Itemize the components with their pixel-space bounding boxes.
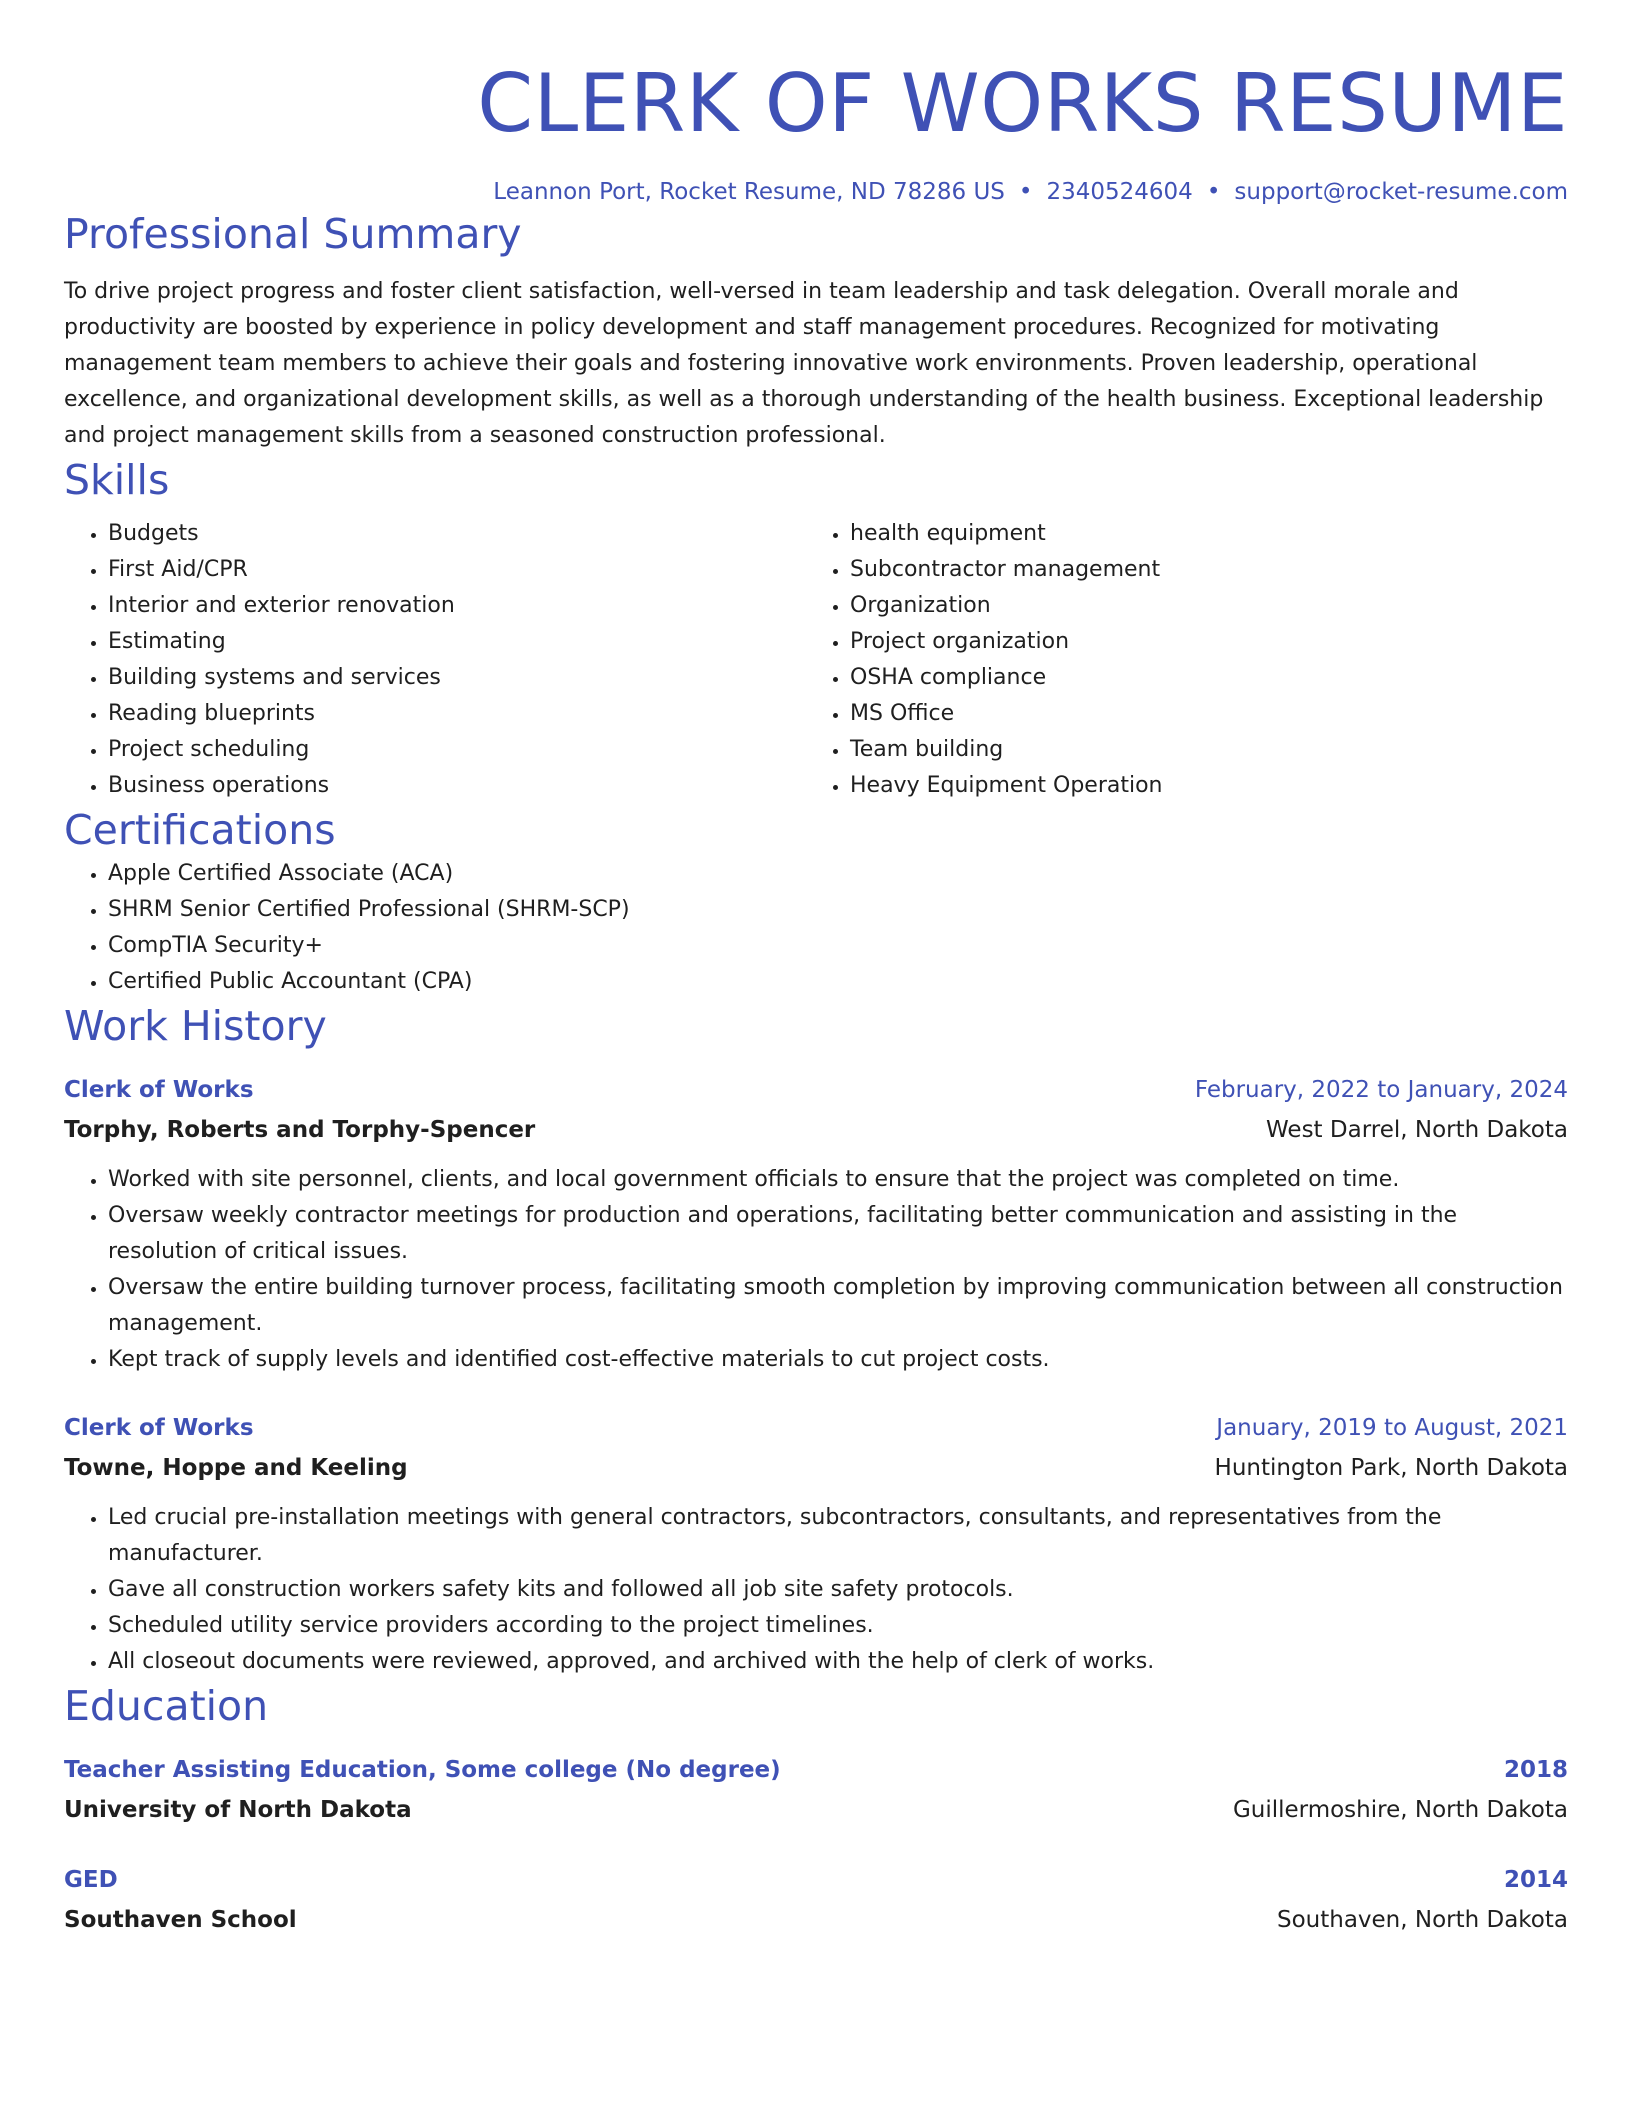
- job-entry: [64, 1408, 1568, 1680]
- job-bullet: • Led crucial pre-installation meetings with general contractors, subcontractors, consultants, and representatives from the manufacturer.: [108, 1500, 1568, 1572]
- job-bullet: • Gave all construction workers safety kits and followed all job site safety protocols.: [108, 1572, 1568, 1608]
- education-school: Southaven School: [64, 1907, 297, 1933]
- summary-text: To drive project progress and foster client satisfaction, well-versed in team leadership and task delegation. Overall morale and productivity are boosted by experience in policy development and staff management procedures. Recognized for motivating management team members to achieve their goals and fostering innovative work environments. Proven leadership, operational excellence, and organizational development skills, as well as a thorough understanding of the health business. Exceptional leadership and project management skills from a seasoned construction professional.: [64, 279, 1544, 448]
- education-degree: GED: [64, 1867, 118, 1893]
- skill-item: • Team building: [850, 732, 1548, 768]
- skill-item: • Subcontractor management: [850, 552, 1548, 588]
- skill-item: • OSHA compliance: [850, 660, 1548, 696]
- skill-item: • health equipment: [850, 516, 1548, 552]
- certifications-heading: Certifications: [64, 806, 336, 854]
- job-dates: February, 2022 to January, 2024: [1194, 1077, 1568, 1103]
- skill-item: • Building systems and services: [108, 660, 806, 696]
- job-location: Huntington Park, North Dakota: [1214, 1455, 1568, 1481]
- skill-item: • Estimating: [108, 624, 806, 660]
- contact-address: Leannon Port, Rocket Resume, ND 78286 US: [493, 179, 1005, 205]
- skill-item: • First Aid/CPR: [108, 552, 806, 588]
- summary-heading: Professional Summary: [64, 210, 522, 258]
- skill-item: • Organization: [850, 588, 1548, 624]
- education-location: Guillermoshire, North Dakota: [1232, 1797, 1568, 1823]
- education-heading: Education: [64, 1682, 269, 1730]
- job-bullets: [64, 1162, 1568, 1378]
- certifications-list: [64, 856, 1568, 1000]
- skills-left-column: [64, 516, 806, 804]
- job-entry: [64, 1070, 1568, 1378]
- work-history-heading: Work History: [64, 1002, 327, 1050]
- skill-item: • MS Office: [850, 696, 1548, 732]
- job-title: Clerk of Works: [64, 1077, 254, 1103]
- education-entry: [64, 1860, 1568, 1940]
- certification-item: • Apple Certified Associate (ACA): [108, 856, 1568, 892]
- job-employer: Towne, Hoppe and Keeling: [64, 1455, 408, 1481]
- job-bullets: [64, 1500, 1568, 1680]
- education-location: Southaven, North Dakota: [1276, 1907, 1568, 1933]
- education-entry: [64, 1750, 1568, 1830]
- skill-item: • Interior and exterior renovation: [108, 588, 806, 624]
- job-dates: January, 2019 to August, 2021: [1216, 1415, 1568, 1441]
- skill-item: • Project scheduling: [108, 732, 806, 768]
- skill-item: • Project organization: [850, 624, 1548, 660]
- resume-title: CLERK OF WORKS RESUME: [477, 57, 1568, 150]
- skills-right-column: [806, 516, 1548, 804]
- resume-page: [64, 0, 1568, 1940]
- contact-separator: •: [1018, 179, 1033, 205]
- job-bullet: • All closeout documents were reviewed, approved, and archived with the help of clerk of works.: [108, 1644, 1568, 1680]
- education-year: 2018: [1503, 1757, 1568, 1783]
- certification-item: • CompTIA Security+: [108, 928, 1568, 964]
- skill-item: • Heavy Equipment Operation: [850, 768, 1548, 804]
- skills-heading: Skills: [64, 456, 170, 504]
- certification-item: • Certified Public Accountant (CPA): [108, 964, 1568, 1000]
- contact-separator: •: [1206, 179, 1221, 205]
- education-degree: Teacher Assisting Education, Some college (No degree): [64, 1757, 781, 1783]
- job-location: West Darrel, North Dakota: [1266, 1117, 1568, 1143]
- education-school: University of North Dakota: [64, 1797, 412, 1823]
- job-title: Clerk of Works: [64, 1415, 254, 1441]
- skill-item: • Budgets: [108, 516, 806, 552]
- skills-columns: [64, 516, 1568, 804]
- certification-item: • SHRM Senior Certified Professional (SHRM-SCP): [108, 892, 1568, 928]
- contact-line: [64, 176, 1568, 208]
- contact-phone: 2340524604: [1046, 179, 1193, 205]
- job-bullet: • Oversaw the entire building turnover process, facilitating smooth completion by improving communication between all construction management.: [108, 1270, 1568, 1342]
- skill-item: • Reading blueprints: [108, 696, 806, 732]
- job-employer: Torphy, Roberts and Torphy-Spencer: [64, 1117, 536, 1143]
- contact-email[interactable]: support@rocket-resume.com: [1234, 179, 1568, 205]
- job-bullet: • Scheduled utility service providers according to the project timelines.: [108, 1608, 1568, 1644]
- skill-item: • Business operations: [108, 768, 806, 804]
- education-year: 2014: [1503, 1867, 1568, 1893]
- job-bullet: • Kept track of supply levels and identified cost-effective materials to cut project costs.: [108, 1342, 1568, 1378]
- job-bullet: • Oversaw weekly contractor meetings for production and operations, facilitating better communication and assisting in the resolution of critical issues.: [108, 1198, 1568, 1270]
- job-bullet: • Worked with site personnel, clients, and local government officials to ensure that the project was completed on time.: [108, 1162, 1568, 1198]
